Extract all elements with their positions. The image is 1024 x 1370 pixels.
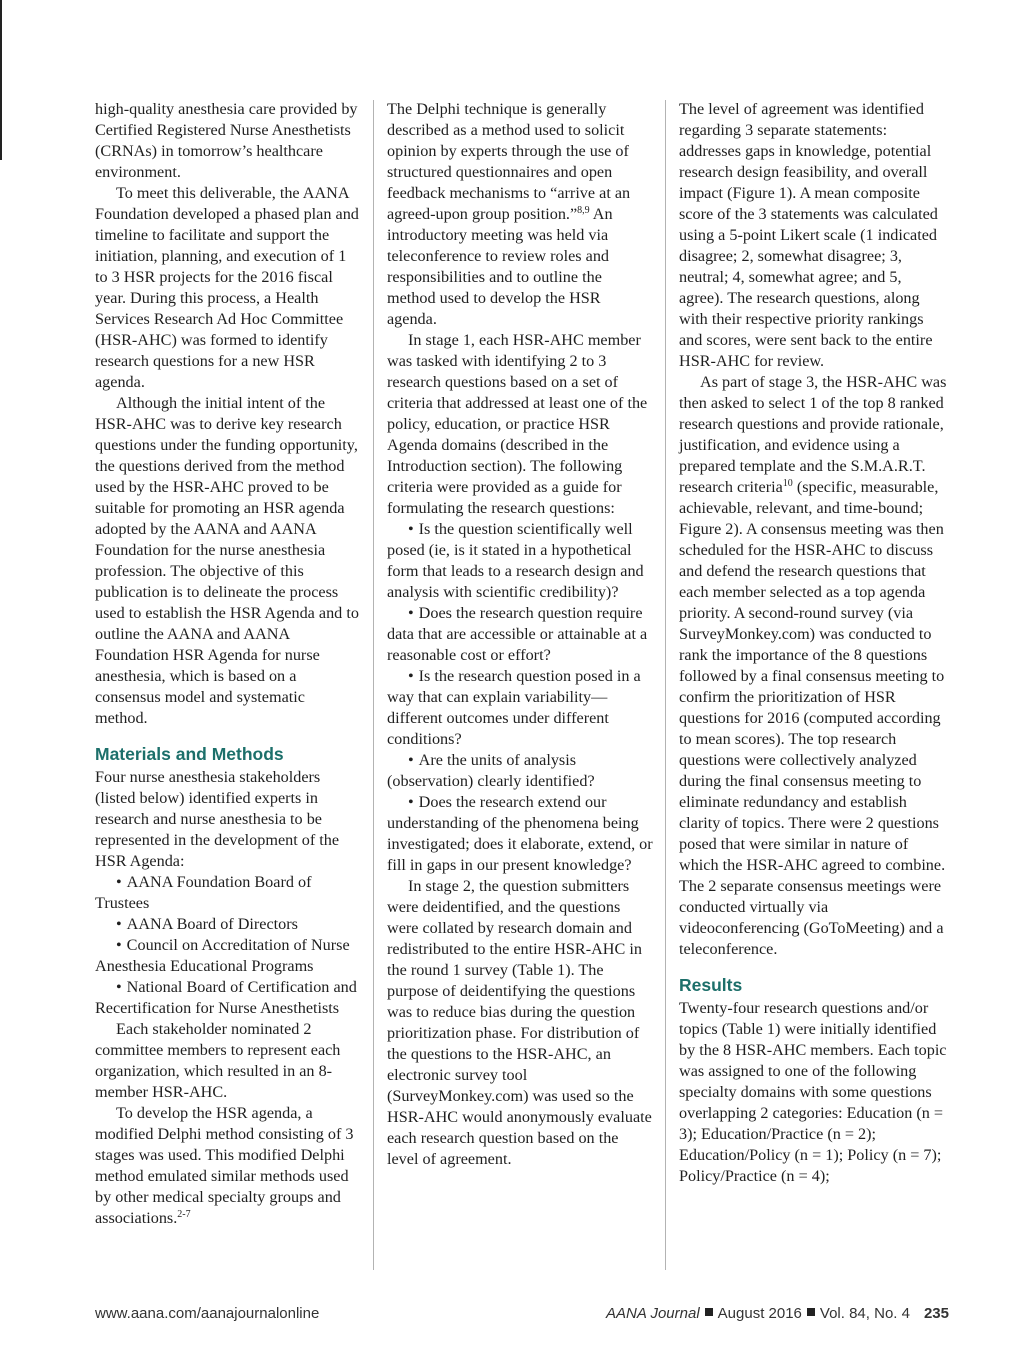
col3-paragraph-1: The level of agreement was identified regarding 3 separate statements: addresses gaps in knowledge, potential research design feasibility, and overall impact (Figure 1). A mean composite score of the 3 statements was calculated using a 5-point Likert scale (1 indicated disagree; 2, somewhat disagree; 3, neutral; 4, somewhat agree; and 5, agree). The research questions, along with their respective priority rankings and scores, were sent back to the entire HSR-AHC for review.: [679, 100, 938, 370]
col2-paragraph-1-text-b: An introductory meeting was held via teleconference to review roles and responsibilities and to outline the method used to develop the HSR agenda.: [387, 205, 613, 328]
col2-paragraph-1-text-a: The Delphi technique is generally described as a method used to solicit opinion by experts through the use of structured questionnaires and open feedback mechanisms to “arrive at an agreed-upon group position.”: [387, 100, 631, 223]
bullet-icon: •: [408, 604, 414, 622]
heading-results: Results: [679, 975, 743, 995]
column-1: [95, 99, 360, 1229]
stakeholder-bullet-text: AANA Board of Directors: [126, 915, 298, 933]
col3-paragraph-2: [679, 372, 949, 960]
separator-square-icon: [705, 1308, 713, 1316]
stakeholder-bullet-4: [95, 977, 360, 1019]
page-edge-mark: [0, 0, 2, 160]
bullet-icon: •: [408, 520, 414, 538]
column-divider-1: [373, 100, 374, 1270]
bullet-icon: •: [408, 793, 414, 811]
stakeholder-bullet-3: [95, 935, 360, 977]
reference-superscript: 10: [782, 478, 793, 489]
col3-paragraph-2-text-b: (specific, measurable, achievable, relevant, and time-bound; Figure 2). A consensus meeting was then scheduled for the HSR-AHC to discuss and defend the research questions that each member selected as a top agenda priority. A second-round survey (via SurveyMonkey.com) was conducted to rank the importance of the 8 questions followed by a final consensus meeting to confirm the prioritization of HSR questions for 2016 (computed according to mean scores). The top research questions were collectively analyzed during the final consensus meeting to eliminate redundancy and establish clarity of topics. There were 2 questions posed that were similar in nature of which the HSR-AHC agreed to combine. The 2 separate consensus meetings were conducted virtually via videoconferencing (GoToMeeting) and a teleconference.: [679, 478, 946, 958]
column-3: [679, 99, 949, 1187]
bullet-icon: •: [116, 978, 122, 996]
col1-paragraph-6-text: To develop the HSR agenda, a modified Delphi method consisting of 3 stages was used. This modified Delphi method emulated similar methods used by other medical specialty groups and associations.: [95, 1104, 354, 1227]
stakeholder-bullet-text: Council on Accreditation of Nurse Anesthesia Educational Programs: [95, 936, 350, 975]
separator-square-icon: [807, 1308, 815, 1316]
stakeholder-bullet-text: AANA Foundation Board of Trustees: [95, 873, 312, 912]
criteria-bullet-1: [387, 519, 653, 603]
journal-name: AANA Journal: [606, 1305, 700, 1322]
col3-paragraph-2-text-a: As part of stage 3, the HSR-AHC was then asked to select 1 of the top 8 ranked research questions and provide rationale, justification, and evidence using a prepared template and the S.M.A.R.T. research criteria: [679, 373, 947, 496]
heading-materials-methods: Materials and Methods: [95, 744, 284, 764]
reference-superscript: 8,9: [577, 205, 590, 216]
stakeholder-bullet-2: [95, 914, 360, 935]
reference-superscript: 2-7: [177, 1209, 191, 1220]
col2-paragraph-2: In stage 1, each HSR-AHC member was tasked with identifying 2 to 3 research questions based on a set of criteria that addressed at least one of the policy, education, or practice HSR Agenda domains (described in the Introduction section). The following criteria were provided as a guide for formulating the research questions:: [387, 331, 648, 517]
criteria-bullet-text: Is the research question posed in a way that can explain variability—different outcomes under different conditions?: [387, 667, 641, 748]
stakeholder-bullet-text: National Board of Certification and Recertification for Nurse Anesthetists: [95, 978, 357, 1017]
bullet-icon: •: [116, 936, 122, 954]
criteria-bullet-3: [387, 666, 653, 750]
bullet-icon: •: [408, 751, 414, 769]
issue-date: August 2016: [717, 1305, 802, 1322]
col1-paragraph-2: To meet this deliverable, the AANA Foundation developed a phased plan and timeline to facilitate and support the initiation, planning, and execution of 1 to 3 HSR projects for the 2016 fiscal year. During this process, a Health Services Research Ad Hoc Committee (HSR-AHC) was formed to identify research questions for a new HSR agenda.: [95, 184, 359, 391]
criteria-bullet-text: Does the research question require data that are accessible or attainable at a reasonable cost or effort?: [387, 604, 648, 664]
bullet-icon: •: [116, 915, 122, 933]
column-2: [387, 99, 653, 1170]
col1-paragraph-4: Four nurse anesthesia stakeholders (listed below) identified experts in research and nurse anesthesia to be represented in the development of the HSR Agenda:: [95, 768, 340, 870]
criteria-bullet-2: [387, 603, 653, 666]
volume-issue: Vol. 84, No. 4: [819, 1305, 910, 1322]
journal-url: www.aana.com/aanajournalonline: [95, 1305, 320, 1322]
col2-paragraph-1: [387, 99, 653, 330]
column-divider-2: [665, 100, 666, 1270]
criteria-bullet-text: Does the research extend our understanding of the phenomena being investigated; does it elaborate, extend, or fill in gaps in our present knowledge?: [387, 793, 653, 874]
col1-paragraph-6: [95, 1103, 360, 1229]
bullet-icon: •: [408, 667, 414, 685]
bullet-icon: •: [116, 873, 122, 891]
journal-citation: [606, 1305, 949, 1322]
criteria-bullet-text: Is the question scientifically well posed (ie, is it stated in a hypothetical form that leads to a research design and analysis with scientific credibility)?: [387, 520, 644, 601]
col1-paragraph-3: Although the initial intent of the HSR-AHC was to derive key research questions under the funding opportunity, the questions derived from the method used by the HSR-AHC proved to be suitable for promoting an HSR agenda adopted by the AANA and AANA Foundation for the nurse anesthesia profession. The objective of this publication is to delineate the process used to establish the HSR Agenda and to outline the AANA and AANA Foundation HSR Agenda for nurse anesthesia, which is based on a consensus model and systematic method.: [95, 394, 359, 727]
criteria-bullet-4: [387, 750, 653, 792]
page-number: 235: [923, 1305, 949, 1322]
col1-paragraph-5: Each stakeholder nominated 2 committee members to represent each organization, which resulted in an 8-member HSR-AHC.: [95, 1020, 341, 1101]
col1-paragraph-1: high-quality anesthesia care provided by Certified Registered Nurse Anesthetists (CRNAs) in tomorrow’s healthcare environment.: [95, 100, 358, 181]
criteria-bullet-5: [387, 792, 653, 876]
page-footer: [95, 1305, 949, 1327]
criteria-bullet-text: Are the units of analysis (observation) clearly identified?: [387, 751, 595, 790]
stakeholder-bullet-1: [95, 872, 360, 914]
col2-paragraph-3: In stage 2, the question submitters were deidentified, and the questions were collated by research domain and redistributed to the entire HSR-AHC in the round 1 survey (Table 1). The purpose of deidentifying the questions was to reduce bias during the question prioritization phase. For distribution of the questions to the HSR-AHC, an electronic survey tool (SurveyMonkey.com) was used so the HSR-AHC would anonymously evaluate each research question based on the level of agreement.: [387, 877, 652, 1168]
col3-paragraph-3: Twenty-four research questions and/or topics (Table 1) were initially identified by the 8 HSR-AHC members. Each topic was assigned to one of the following specialty domains with some questions overlapping 2 categories: Education (n = 3); Education/Practice (n = 2); Education/Policy (n = 1); Policy (n = 7); Policy/Practice (n = 4);: [679, 999, 947, 1185]
